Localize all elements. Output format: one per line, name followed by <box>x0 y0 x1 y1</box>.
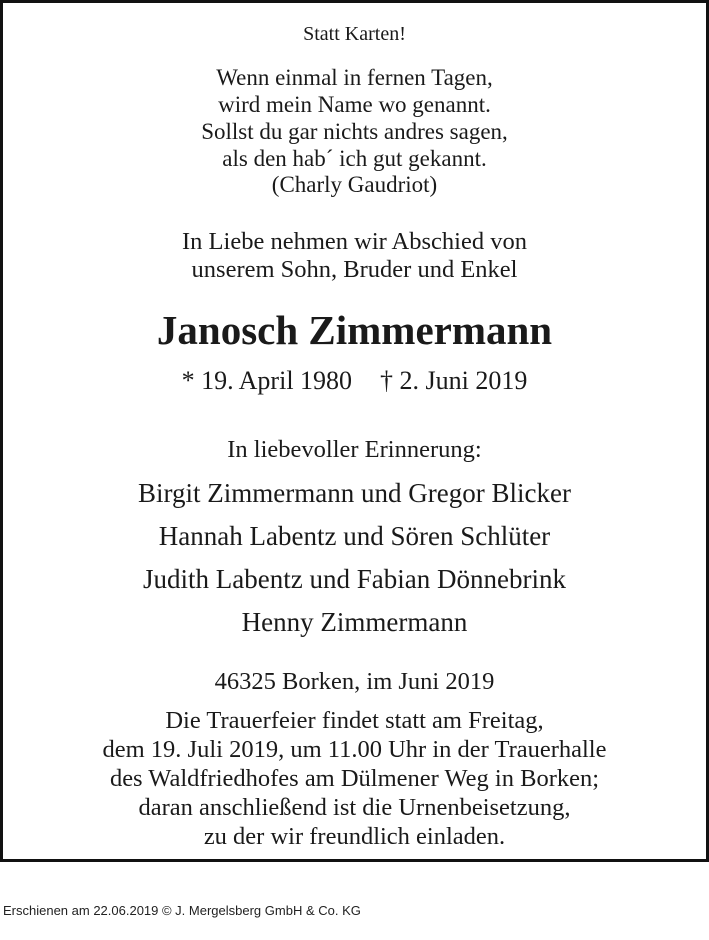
birth-date: * 19. April 1980 <box>181 366 353 395</box>
mourner-name: Judith Labentz und Fabian Dönnebrink <box>143 564 566 594</box>
remembrance-heading: In liebevoller Erinnerung: <box>227 436 482 463</box>
ceremony-line: zu der wir freundlich einladen. <box>203 823 506 850</box>
ceremony-line: daran anschließend ist die Urnenbeisetzung, <box>138 794 571 821</box>
mourner-name: Hannah Labentz und Sören Schlüter <box>158 521 551 551</box>
intro-line: unserem Sohn, Bruder und Enkel <box>191 256 518 283</box>
death-date: † 2. Juni 2019 <box>380 366 528 395</box>
publication-footer: Erschienen am 22.06.2019 © J. Mergelsberg GmbH & Co. KG <box>3 903 361 918</box>
intro-line: In Liebe nehmen wir Abschied von <box>182 228 527 255</box>
ceremony-line: des Waldfriedhofes am Dülmener Weg in Borken; <box>109 765 600 792</box>
ceremony-line: dem 19. Juli 2019, um 11.00 Uhr in der Trauerhalle <box>102 736 607 763</box>
mourner-name: Birgit Zimmermann und Gregor Blicker <box>138 478 571 508</box>
mourner-name: Henny Zimmermann <box>241 607 468 637</box>
poem-line: als den hab´ ich gut gekannt. <box>222 146 487 171</box>
poem-author: (Charly Gaudriot) <box>271 172 438 197</box>
header-statt-karten: Statt Karten! <box>303 23 406 45</box>
poem-line: Sollst du gar nichts andres sagen, <box>201 119 508 144</box>
poem-line: Wenn einmal in fernen Tagen, <box>216 65 493 90</box>
deceased-name: Janosch Zimmermann <box>156 307 553 353</box>
life-dates <box>3 366 706 396</box>
poem-line: wird mein Name wo genannt. <box>218 92 491 117</box>
ceremony-line: Die Trauerfeier findet statt am Freitag, <box>165 707 544 734</box>
place-date: 46325 Borken, im Juni 2019 <box>214 668 495 695</box>
